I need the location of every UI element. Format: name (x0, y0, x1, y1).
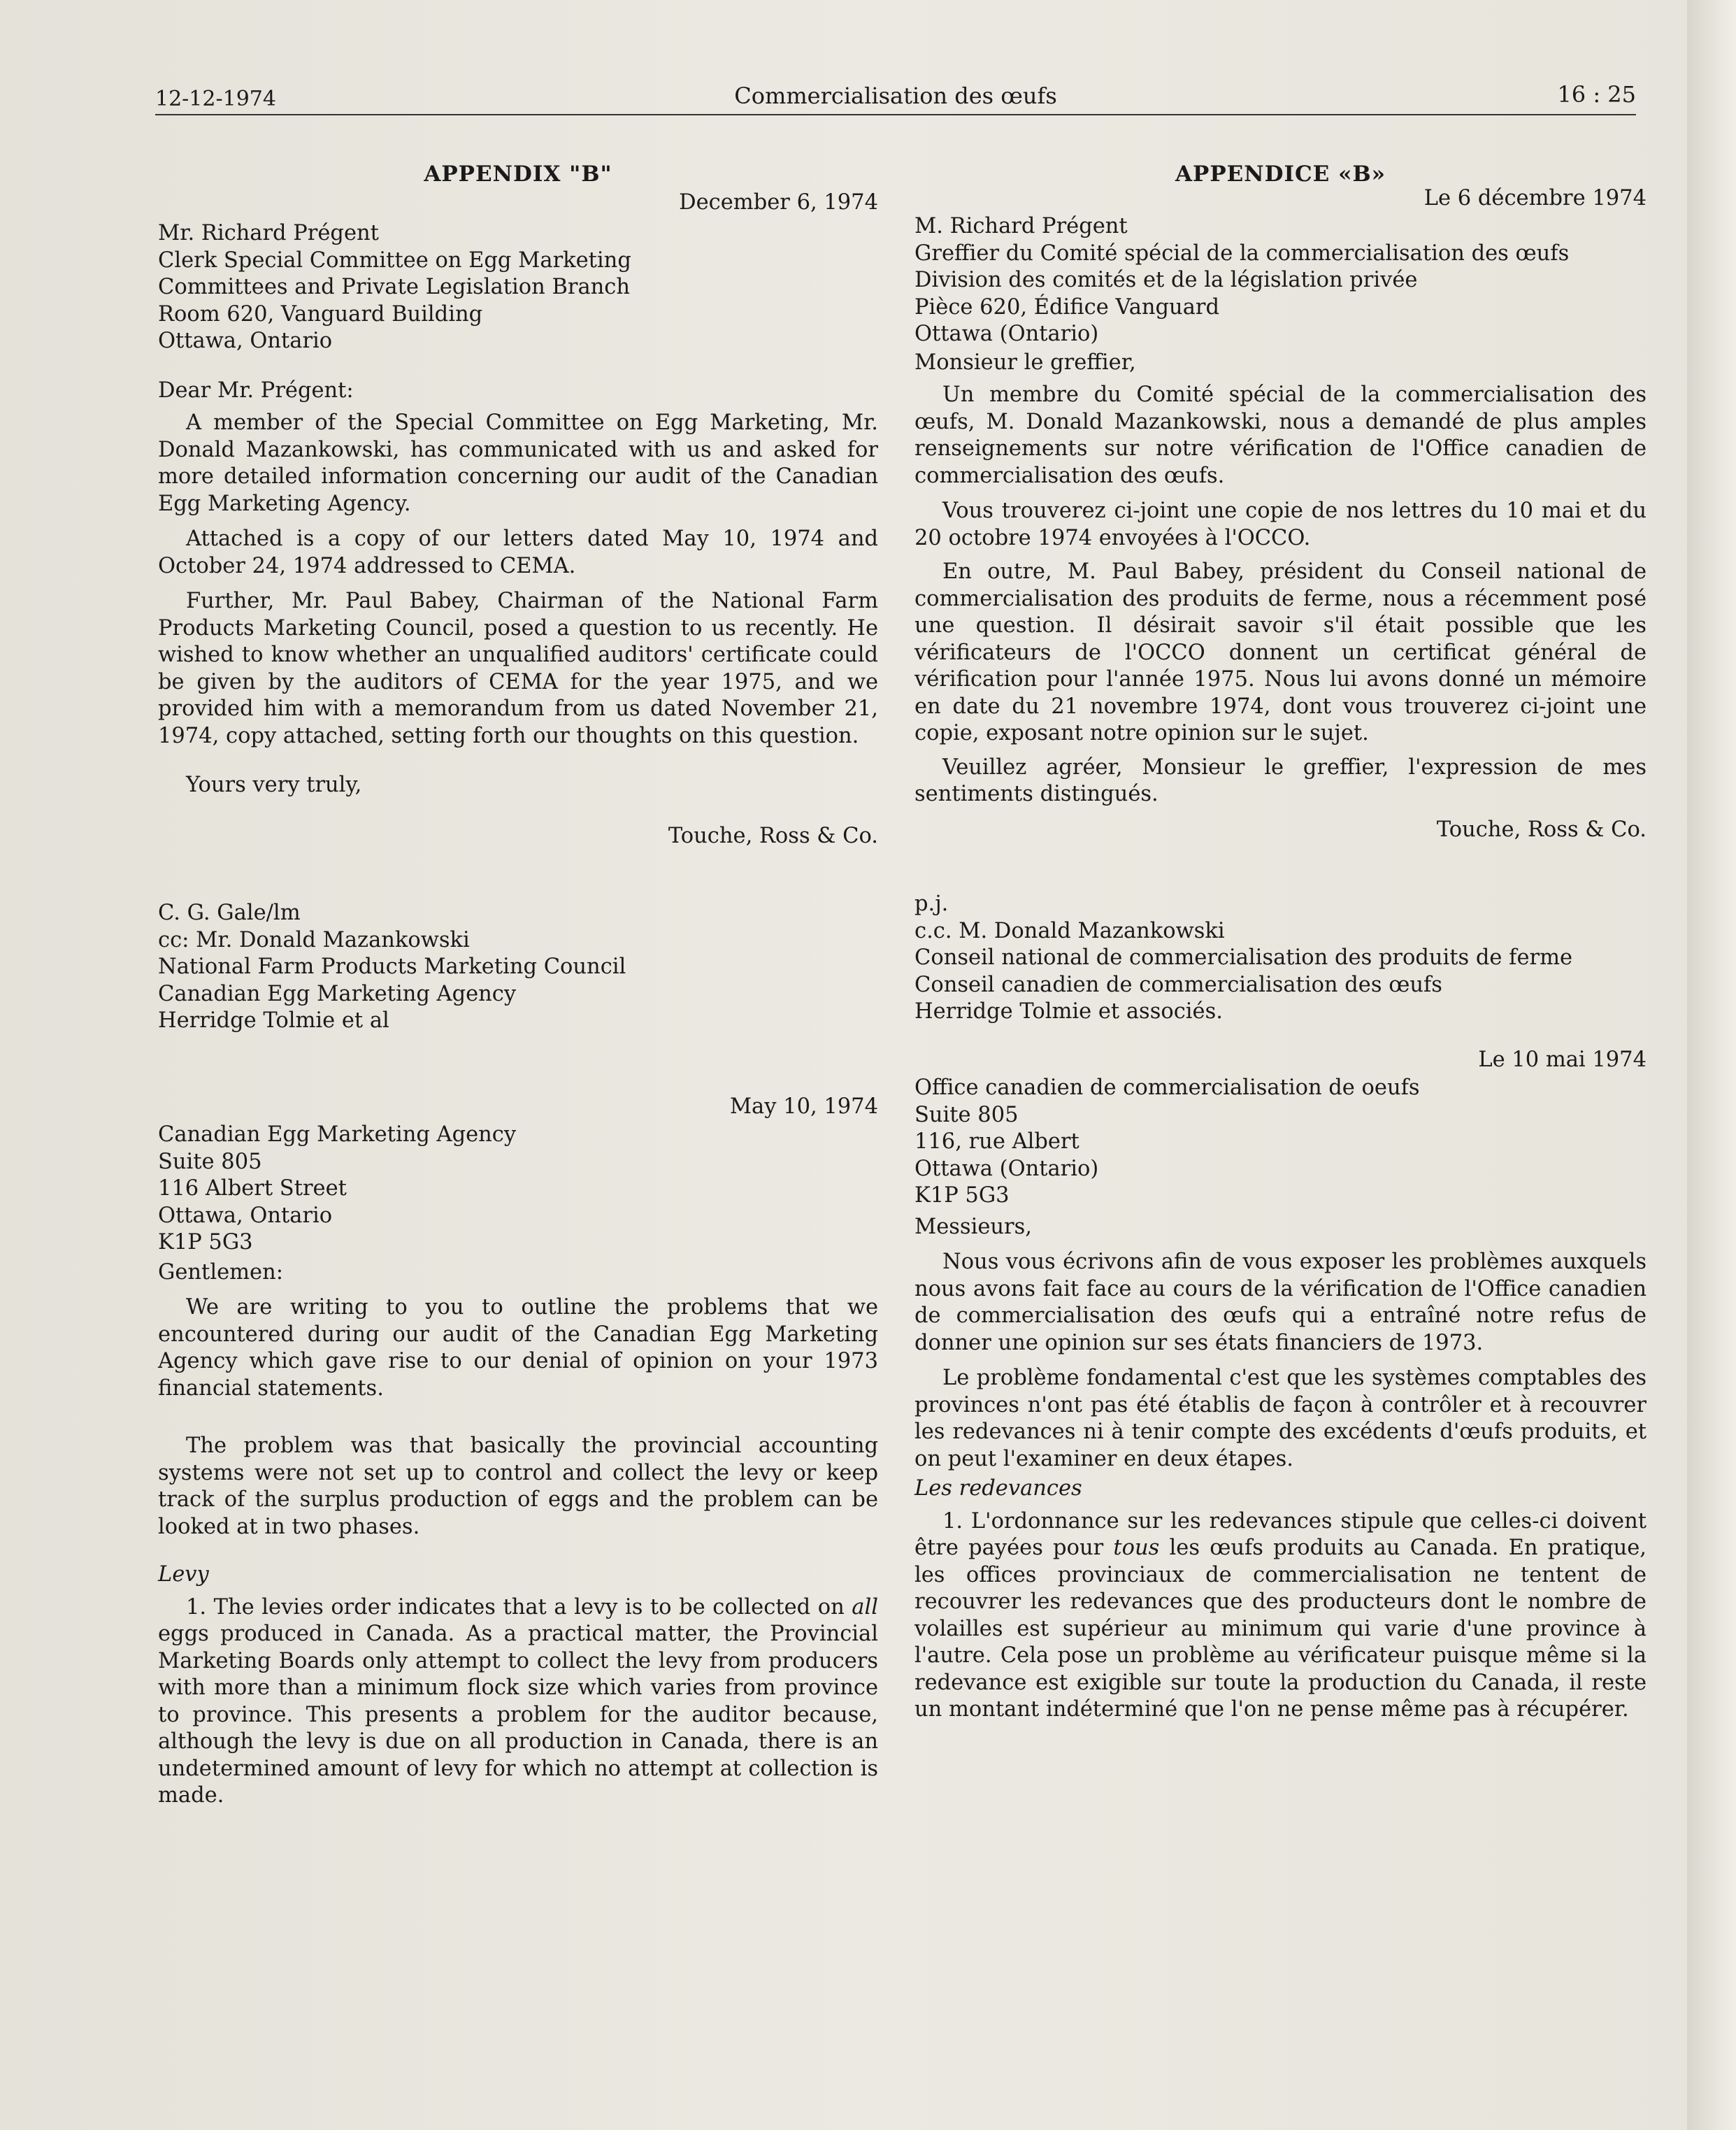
letter-date: May 10, 1974 (729, 1094, 878, 1119)
address-line: Suite 805 (158, 1149, 262, 1174)
paragraph: Nous vous écrivons afin de vous exposer les problèmes auxquels nous avons fait face au cours de la vérification de l'Office canadien de commercialisation des œufs qui a entraîné notre refus de donner une opinion sur ses états financiers de 1973. (914, 1250, 1647, 1355)
paragraph: We are writing to you to outline the problems that we encountered during our audit of the Canadian Egg Marketing Agency which gave rise to our denial of opinion on your 1973 financial statements. (158, 1295, 878, 1401)
address-line: 116 Albert Street (158, 1176, 347, 1201)
paragraph: Veuillez agréer, Monsieur le greffier, l'expression de mes sentiments distingués. (914, 755, 1647, 806)
emphasis: all (852, 1594, 878, 1620)
paragraph: Vous trouverez ci-joint une copie de nos lettres du 10 mai et du 20 octobre 1974 envoyées à l'OCCO. (914, 499, 1647, 550)
text-run: eggs produced in Canada. As a practical matter, the Provincial Marketing Boards only attempt to collect the levy from producers with more than a minimum flock size which varies from province to province. This presents a problem for the auditor because, although the levy is due on all production in Canada, there is an undetermined amount of levy for which no attempt at collection is made. (158, 1622, 878, 1808)
section-heading: Les redevances (914, 1476, 1082, 1501)
address-line: Room 620, Vanguard Building (158, 301, 483, 327)
recipient-address (914, 213, 1647, 348)
cc-list (158, 900, 878, 1035)
address-line: Ottawa (Ontario) (914, 322, 1099, 346)
section-heading: Levy (158, 1562, 209, 1587)
address-line: K1P 5G3 (914, 1183, 1010, 1208)
page-edge (1687, 0, 1736, 2130)
address-line: Ottawa (Ontario) (914, 1156, 1099, 1181)
cc-line: cc: Mr. Donald Mazankowski (158, 927, 470, 952)
address-line: Committees and Private Legislation Branch (158, 275, 631, 299)
cc-line: Herridge Tolmie et al (158, 1008, 389, 1033)
cc-line: Herridge Tolmie et associés. (914, 999, 1223, 1024)
address-line: M. Richard Prégent (914, 214, 1128, 238)
address-line: K1P 5G3 (158, 1230, 253, 1255)
cc-line: Conseil national de commercialisation des produits de ferme (914, 945, 1573, 970)
cc-line: C. G. Gale/lm (158, 901, 301, 925)
paragraph: Attached is a copy of our letters dated May 10, 1974 and October 24, 1974 addressed to CEMA. (158, 527, 878, 578)
address-line: Greffier du Comité spécial de la commercialisation des œufs (914, 241, 1570, 266)
address-line: Ottawa, Ontario (158, 1203, 333, 1228)
letter-date: Le 6 décembre 1974 (1423, 185, 1647, 210)
appendix-heading: APPENDIX "B" (424, 162, 612, 187)
page-number: 16 : 25 (1557, 81, 1636, 108)
letter-date: December 6, 1974 (679, 190, 878, 215)
paragraph (158, 1594, 878, 1810)
letter-date: Le 10 mai 1974 (1478, 1047, 1647, 1072)
paragraph: The problem was that basically the provincial accounting systems were not set up to control and collect the levy or keep track of the surplus production of eggs and the problem can be looked at in two phases. (158, 1434, 878, 1539)
address-line: Division des comités et de la législation privée (914, 268, 1418, 292)
address-line: Canadian Egg Marketing Agency (158, 1122, 517, 1147)
paragraph: Le problème fondamental c'est que les systèmes comptables des provinces n'ont pas été établis de façon à contrôler et à recouvrer les redevances ni à tenir compte des excédents d'œufs produits, et on peut l'examiner en deux étapes. (914, 1366, 1647, 1471)
address-line: Office canadien de commercialisation de oeufs (914, 1075, 1420, 1100)
recipient-address (158, 1122, 878, 1257)
english-column (158, 161, 878, 1810)
french-column (914, 161, 1647, 1724)
appendix-heading: APPENDICE «B» (1175, 162, 1386, 187)
address-line: 116, rue Albert (914, 1129, 1079, 1154)
address-line: Clerk Special Committee on Egg Marketing (158, 248, 631, 273)
paragraph: A member of the Special Committee on Egg Marketing, Mr. Donald Mazankowski, has communicated with us and asked for more detailed information concerning our audit of the Canadian Egg Marketing Agency. (158, 410, 878, 516)
salutation: Gentlemen: (158, 1259, 284, 1285)
running-header (155, 78, 1636, 113)
recipient-address (158, 220, 878, 355)
paragraph: En outre, M. Paul Babey, président du Conseil national de commercialisation des produits de ferme, nous a récemment posé une question. Il désirait savoir s'il était possible que les vérificateurs de l'OCCO donnent un certificat général de vérification pour l'année 1975. Nous lui avons donné un mémoire en date du 21 novembre 1974, dont vous trouverez ci-joint une copie, exposant notre opinion sur le sujet. (914, 559, 1647, 745)
header-rule (155, 114, 1636, 115)
header-date: 12-12-1974 (155, 87, 276, 111)
salutation: Messieurs, (914, 1214, 1032, 1239)
address-line: Ottawa, Ontario (158, 329, 333, 353)
text-run: 1. The levies order indicates that a levy is to be collected on (186, 1594, 852, 1620)
address-line: Mr. Richard Prégent (158, 221, 379, 245)
cc-line: p.j. (914, 892, 949, 916)
salutation: Monsieur le greffier, (914, 350, 1136, 375)
cc-line: c.c. M. Donald Mazankowski (914, 918, 1225, 943)
cc-line: National Farm Products Marketing Council (158, 955, 626, 979)
address-line: Suite 805 (914, 1102, 1019, 1127)
cc-line: Conseil canadien de commercialisation des œufs (914, 972, 1442, 997)
paragraph: Further, Mr. Paul Babey, Chairman of the National Farm Products Marketing Council, posed a question to us recently. He wished to know whether an unqualified auditors' certificate could be given by the auditors of CEMA for the year 1975, and we provided him with a memorandum from us dated November 21, 1974, copy attached, setting forth our thoughts on this question. (158, 589, 878, 748)
address-line: Pièce 620, Édifice Vanguard (914, 294, 1219, 320)
recipient-address (914, 1075, 1647, 1210)
signature: Touche, Ross & Co. (1436, 817, 1647, 842)
signature: Touche, Ross & Co. (668, 823, 878, 848)
text-run: les œufs produits au Canada. En pratique, les offices provinciaux de commercialisation ne tentent de recouvrer les redevances que des producteurs dont le nombre de volailles est supérieur au minimum qui varie d'une province à l'autre. Cela pose un problème au vérificateur puisque même si la redevance est exigible sur toute la production du Canada, il reste un montant indéterminé que l'on ne pense même pas à récupérer. (914, 1536, 1647, 1722)
header-title: Commercialisation des œufs (734, 83, 1057, 109)
emphasis: tous (1113, 1536, 1160, 1560)
cc-line: Canadian Egg Marketing Agency (158, 981, 517, 1006)
text-run: 1. L'ordonnance sur les redevances stipule que celles-ci doivent être payées pour (914, 1508, 1647, 1560)
salutation: Dear Mr. Prégent: (158, 378, 354, 403)
cc-list (914, 891, 1647, 1026)
closing: Yours very truly, (186, 773, 362, 797)
paragraph: Un membre du Comité spécial de la commercialisation des œufs, M. Donald Mazankowski, nous a demandé de plus amples renseignements sur notre vérification de l'Office canadien de commercialisation des œufs. (914, 383, 1647, 488)
paragraph (914, 1508, 1647, 1724)
